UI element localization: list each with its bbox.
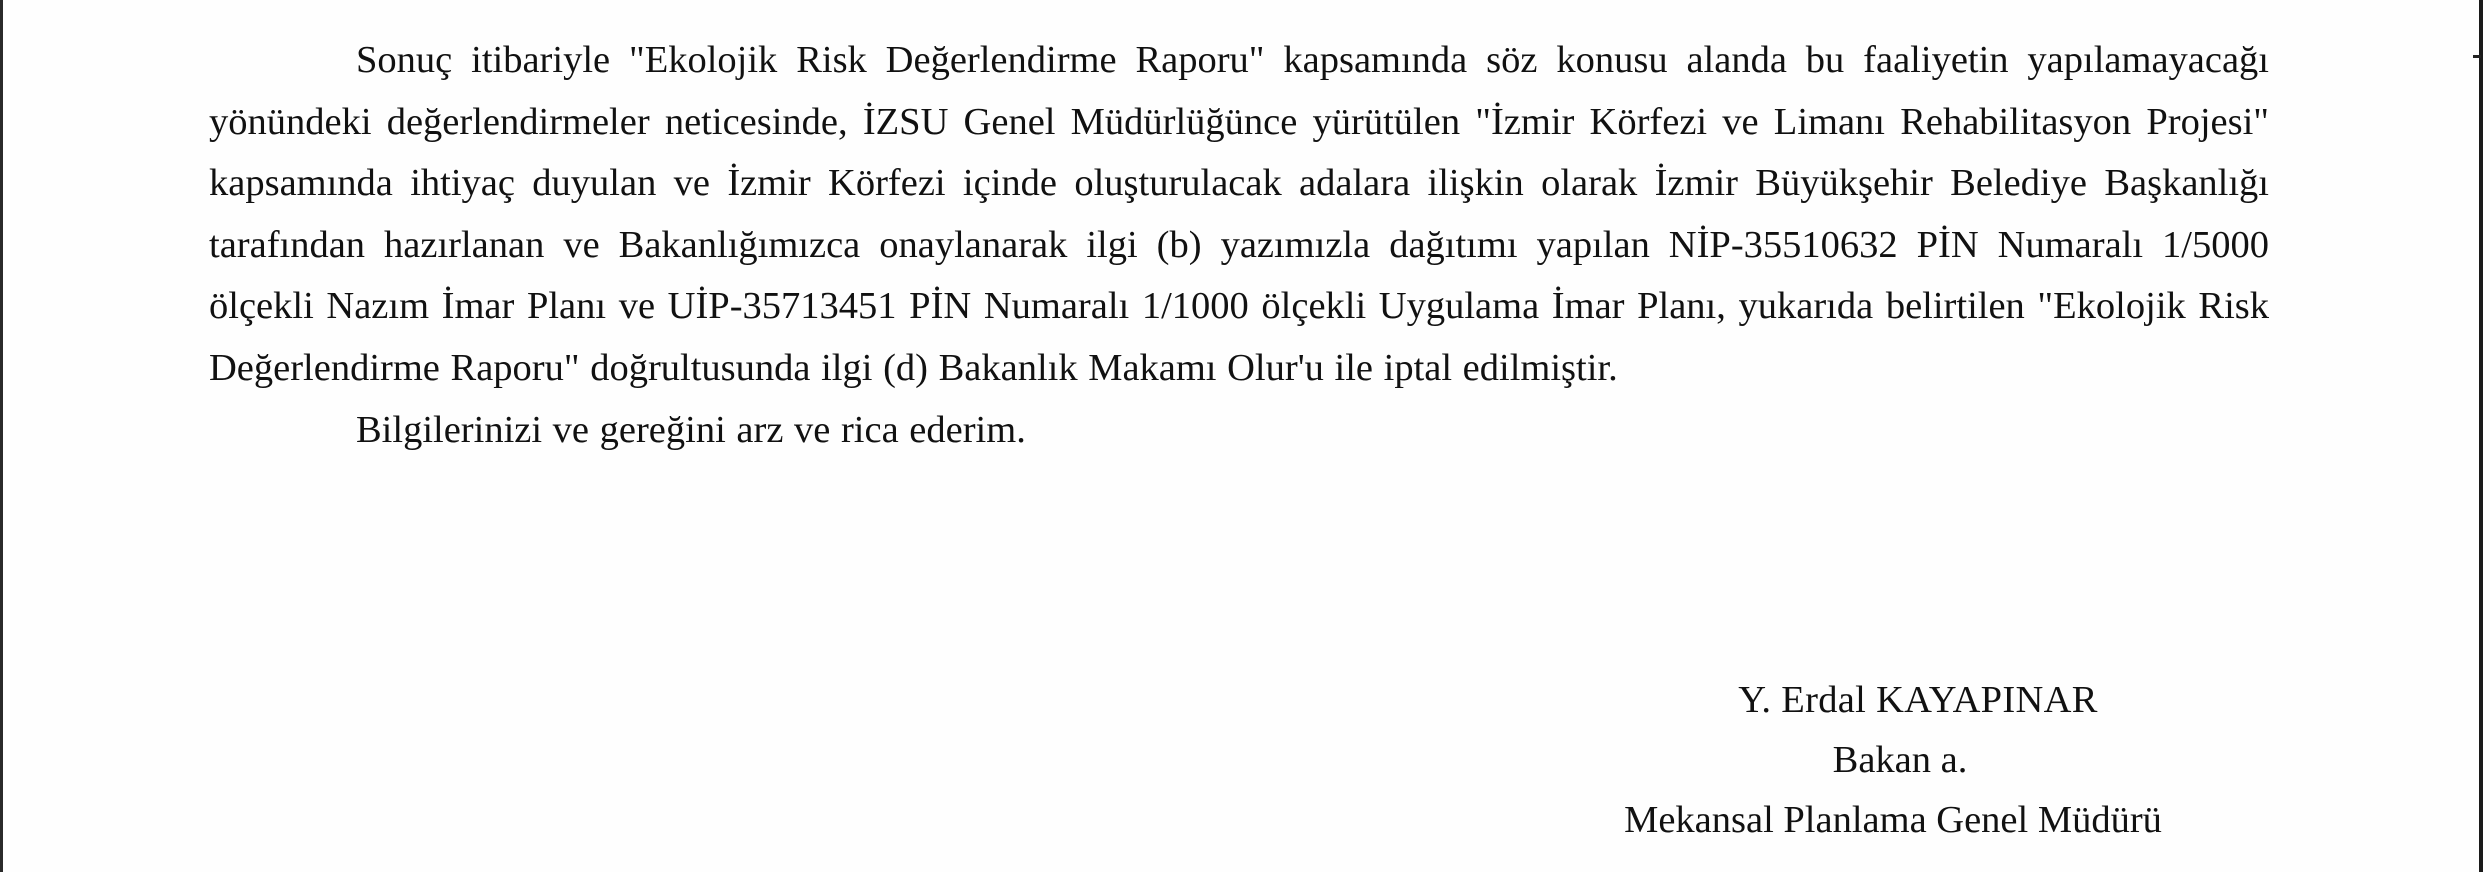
signatory-role: Bakan a.	[1832, 739, 1968, 781]
signature-block	[1520, 670, 2280, 850]
signatory-name: Y. Erdal KAYAPINAR	[1738, 679, 2098, 721]
letter-body	[209, 30, 2269, 461]
scan-edge-mark	[2473, 55, 2481, 58]
paragraph-conclusion: Sonuç itibariyle "Ekolojik Risk Değerlendirme Raporu" kapsamında söz konusu alanda bu faaliyetin yapılamayacağı yönündeki değerlendirmeler neticesinde, İZSU Genel Müdürlüğünce yürütülen "İzmir Körfezi ve Limanı Rehabilitasyon Projesi" kapsamında ihtiyaç duyulan ve İzmir Körfezi içinde oluşturulacak adalara ilişkin olarak İzmir Büyükşehir Belediye Başkanlığı tarafından hazırlanan ve Bakanlığımızca onaylanarak ilgi (b) yazımızla dağıtımı yapılan NİP-35510632 PİN Numaralı 1/5000 ölçekli Nazım İmar Planı ve UİP-35713451 PİN Numaralı 1/1000 ölçekli Uygulama İmar Planı, yukarıda belirtilen "Ekolojik Risk Değerlendirme Raporu" doğrultusunda ilgi (d) Bakanlık Makamı Olur'u ile iptal edilmiştir.	[209, 39, 2269, 389]
scan-edge-left	[0, 0, 3, 872]
scan-edge-right	[2479, 0, 2483, 872]
signatory-department: Mekansal Planlama Genel Müdürü	[1624, 799, 2162, 841]
paragraph-closing: Bilgilerinizi ve gereğini arz ve rica ederim.	[356, 408, 1026, 451]
